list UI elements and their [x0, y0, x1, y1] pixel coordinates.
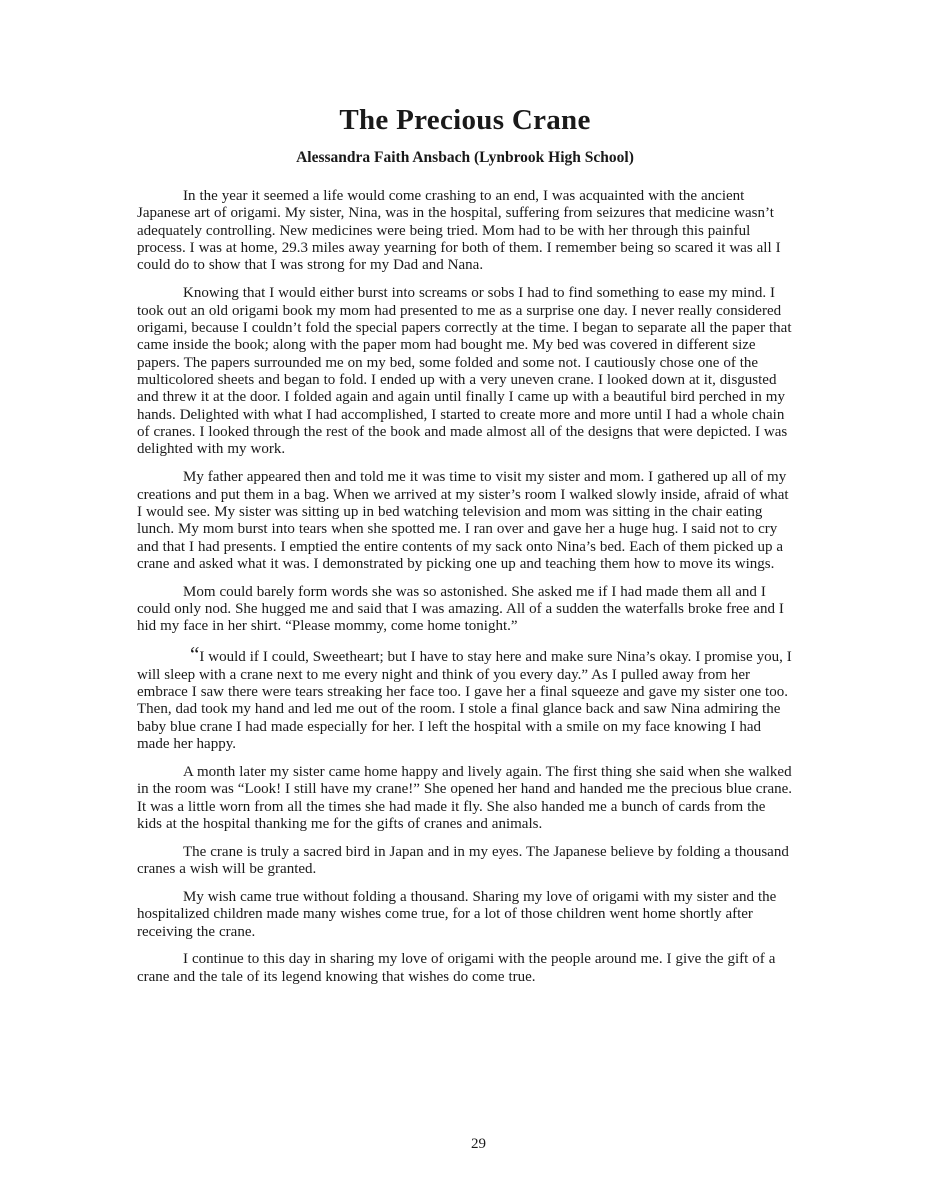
- paragraph: My father appeared then and told me it was time to visit my sister and mom. I gathered up all of my creations and put them in a bag. When we arrived at my sister’s room I walked slowly inside, afraid of what I would see. My sister was sitting up in bed watching television and mom was sitting in the chair eating lunch. My mom burst into tears when she spotted me. I ran over and gave her a huge hug. I said not to cry and that I had presents. I emptied the entire contents of my sack onto Nina’s bed. Each of them picked up a crane and asked what it was. I demonstrated by picking one up and teaching them how to move its wings.: [137, 469, 789, 572]
- page-number: 29: [471, 1136, 486, 1152]
- paragraph: I continue to this day in sharing my love of origami with the people around me. I give the gift of a crane and the tale of its legend knowing that wishes do come true.: [137, 951, 776, 985]
- document-author: Alessandra Faith Ansbach (Lynbrook High School): [296, 149, 634, 166]
- paragraph: In the year it seemed a life would come crashing to an end, I was acquainted with the ancient Japanese art of origami. My sister, Nina, was in the hospital, suffering from seizures that medicine wasn’t adequately controlling. New medicines were being tried. Mom had to be with her through this painful process. I was at home, 29.3 miles away yearning for both of them. I remember being so scared it was all I could do to show that I was strong for my Dad and Nana.: [137, 188, 781, 274]
- large-quote-mark: “: [190, 642, 200, 667]
- paragraph-text: I would if I could, Sweetheart; but I have to stay here and make sure Nina’s okay. I promise you, I will sleep with a crane next to me every night and think of you every day.” As I pulled away from her embrace I saw there were tears streaking her face too. I gave her a final squeeze and gave my sister one too. Then, dad took my hand and led me out of the room. I stole a final glance back and saw Nina admiring the baby blue crane I had made especially for her. I left the hospital with a smile on my face knowing I had made her happy.: [137, 649, 792, 752]
- paragraph: Mom could barely form words she was so astonished. She asked me if I had made them all and I could only nod. She hugged me and said that I was amazing. All of a sudden the waterfalls broke free and I hid my face in her shirt. “Please mommy, come home tonight.”: [137, 583, 784, 635]
- paragraph: My wish came true without folding a thousand. Sharing my love of origami with my sister and the hospitalized children made many wishes come true, for a lot of those children went home shortly after receiving the crane.: [137, 888, 777, 940]
- document-page: [137, 104, 793, 997]
- paragraph: [137, 642, 793, 753]
- document-body: [137, 188, 793, 986]
- document-title: The Precious Crane: [339, 104, 591, 136]
- paragraph: Knowing that I would either burst into screams or sobs I had to find something to ease my mind. I took out an old origami book my mom had presented to me as a surprise one day. I never really considered origami, because I couldn’t fold the special papers correctly at the time. I began to separate all the paper that came inside the book; along with the paper mom had bought me. My bed was covered in different size papers. The papers surrounded me on my bed, some folded and some not. I cautiously chose one of the multicolored sheets and began to fold. I ended up with a very uneven crane. I looked down at it, disgusted and threw it at the door. I folded again and again until finally I came up with a beautiful bird perched in my hands. Delighted with what I had accomplished, I started to create more and more until I had a whole chain of cranes. I looked through the rest of the book and made almost all of the designs that were depicted. I was delighted with my work.: [137, 285, 792, 458]
- paragraph: The crane is truly a sacred bird in Japan and in my eyes. The Japanese believe by folding a thousand cranes a wish will be granted.: [137, 843, 789, 878]
- paragraph: A month later my sister came home happy and lively again. The first thing she said when she walked in the room was “Look! I still have my crane!” She opened her hand and handed me the precious blue crane. It was a little worn from all the times she had made it fly. She also handed me a bunch of cards from the kids at the hospital thanking me for the gifts of cranes and animals.: [137, 763, 793, 832]
